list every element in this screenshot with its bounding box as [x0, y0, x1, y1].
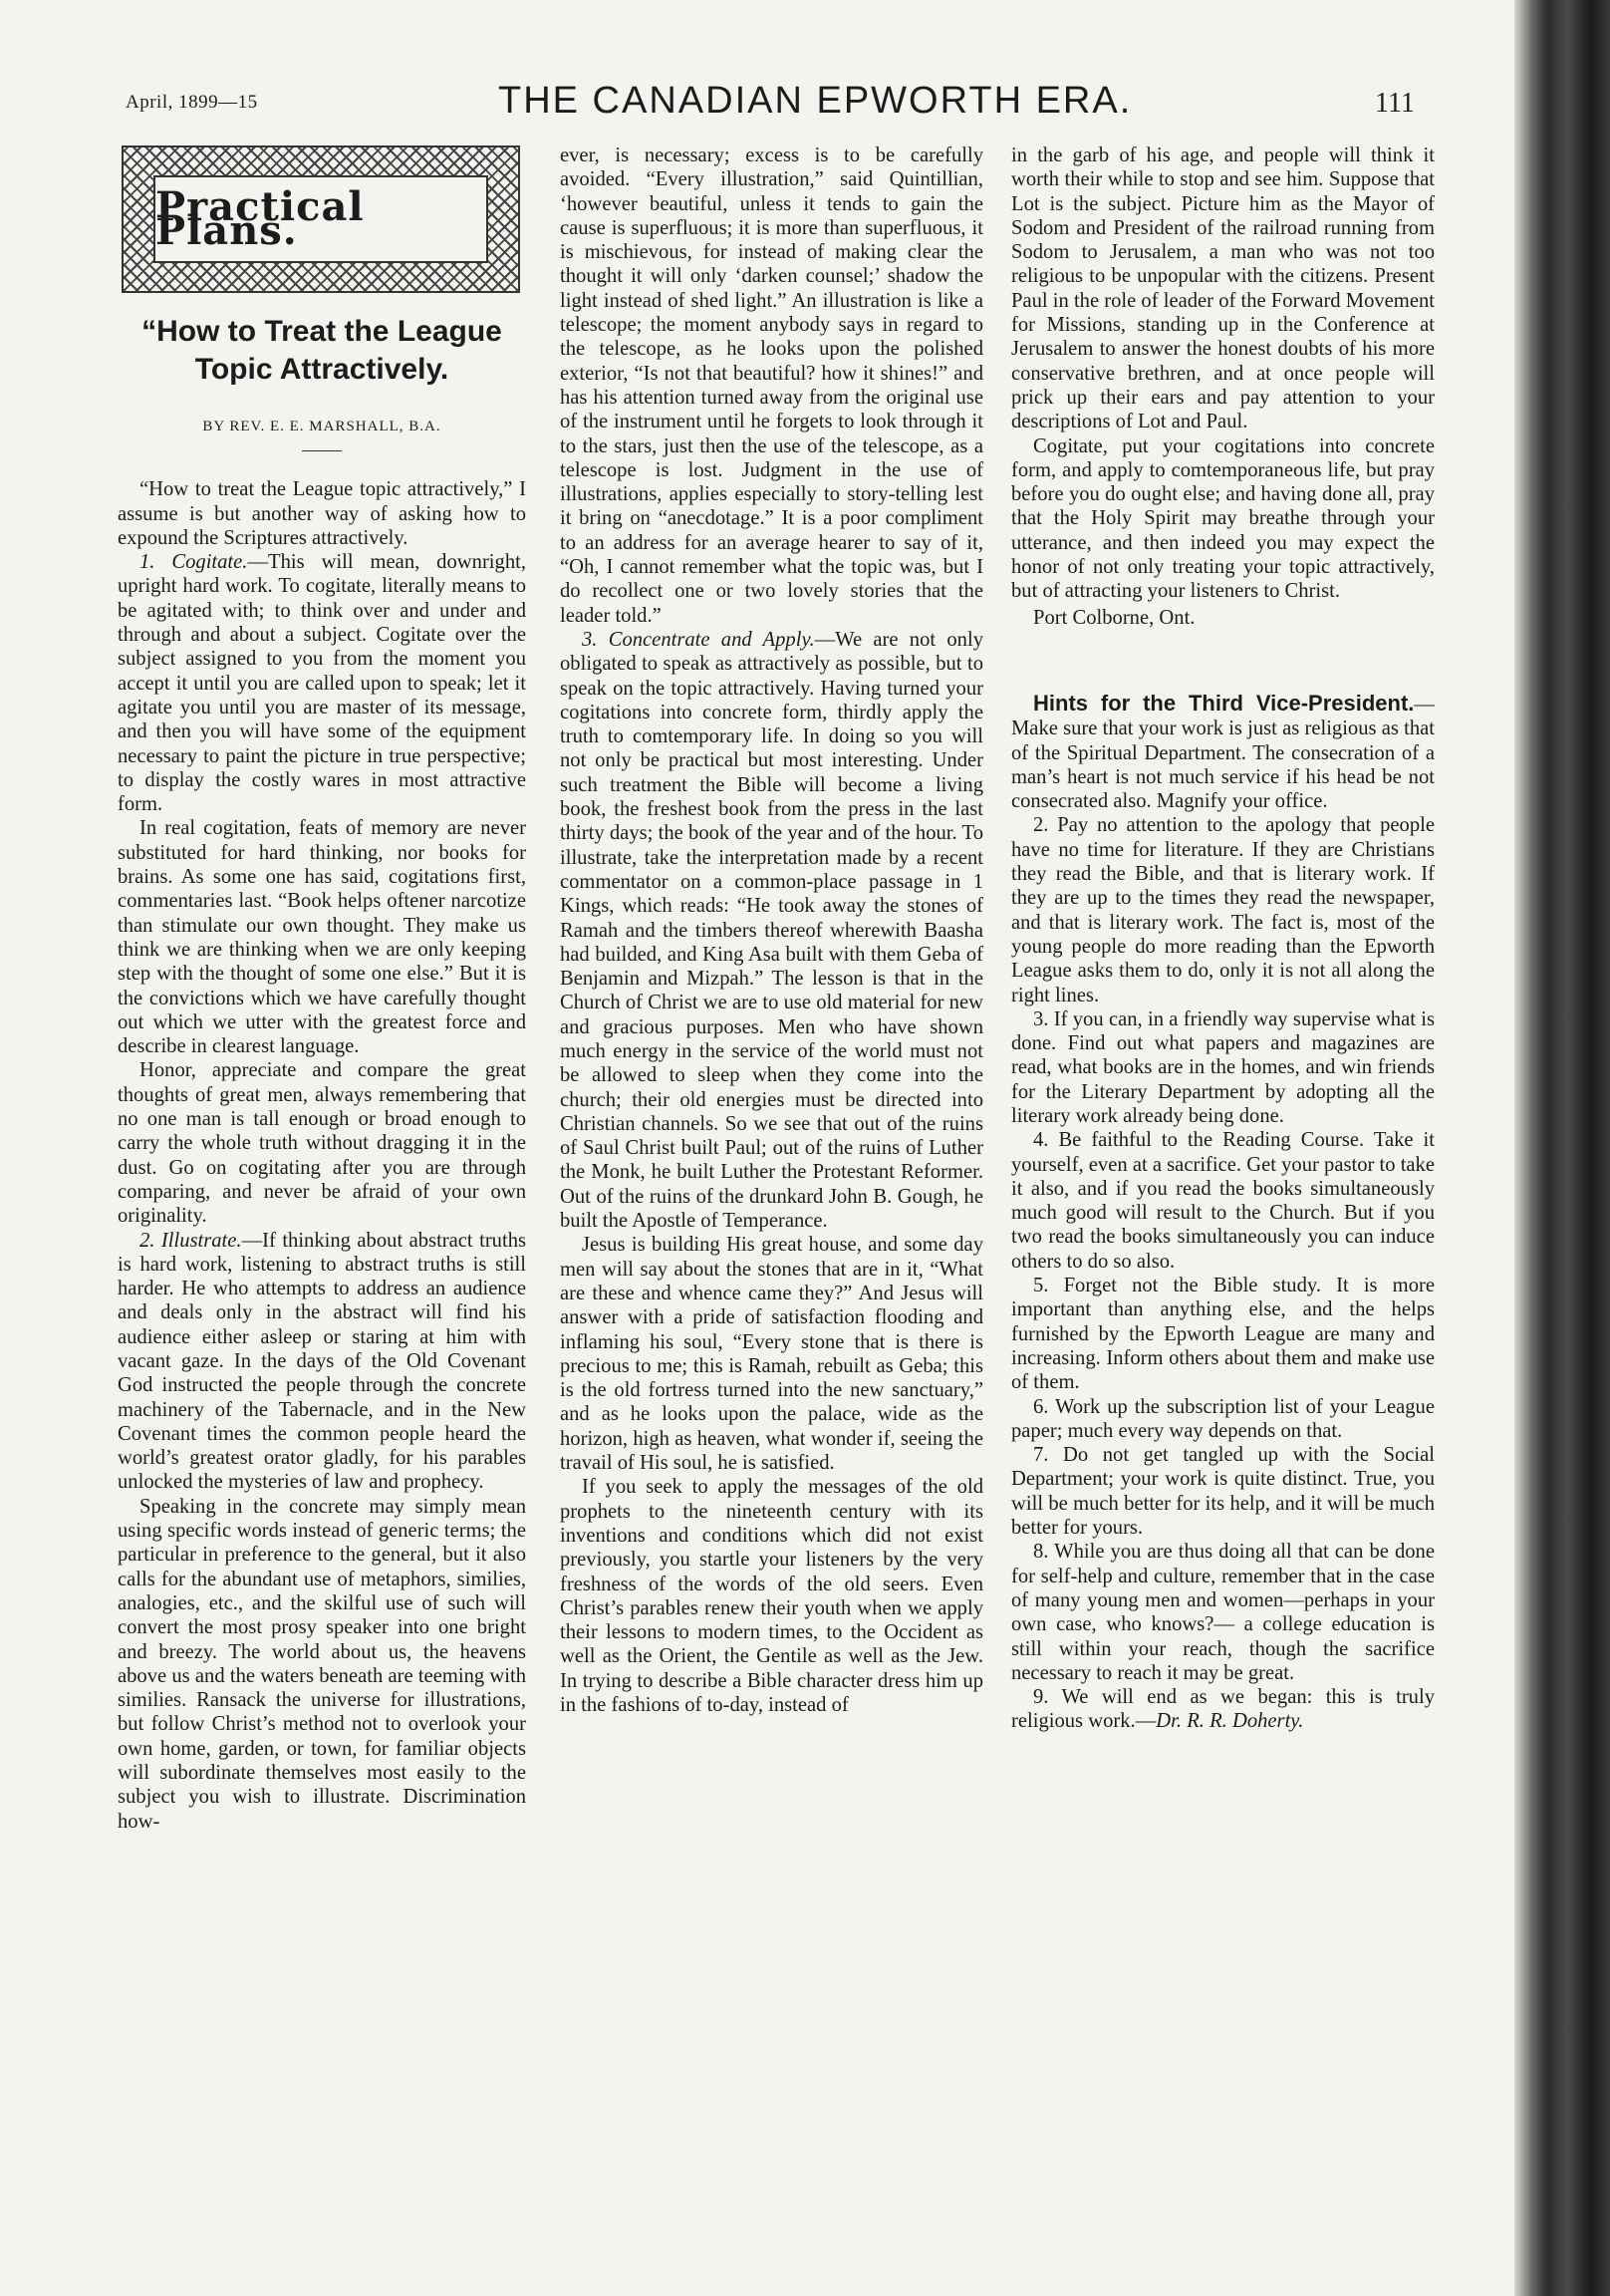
paragraph: Jesus is building His great house, and some day men will say about the stones that are in it, “What are these and whence came they?” And Jesus will answer with a pride of satisfaction flooding and inflaming his soul, “Every stone that is there is precious to me; this is Ramah, rebuilt as Geba; this is the old fortress turned into the new sanctuary,” and as he looks upon the palace, wide as the horizon, high as heaven, what wonder if, seeing the travail of His soul, he is satisfied.: [560, 1234, 983, 1475]
paragraph: “How to treat the League topic attractively,” I assume is but another way of asking how to expound the Scriptures attractively.: [118, 478, 526, 549]
paragraph: in the garb of his age, and people will think it worth their while to stop and see him. Suppose that Lot is the subject. Picture him as the Mayor of Sodom and President of the railroad running from Sodom to Jerusalem, a man who was not too religious to be unpopular with the citizens. Present Paul in the role of leader of the Forward Movement for Missions, standing up in the Conference at Jerusalem to answer the honest doubts of his more conservative brethren, and at once people will prick up their ears and pay attention to your descriptions of Lot and Paul.: [1011, 144, 1435, 433]
paragraph: Honor, appreciate and compare the great thoughts of great men, always remembering that no one man is tall enough or broad enough to carry the whole truth without dragging it in the dust. Go on cogitating after you are through comparing, and never be afraid of your own originality.: [118, 1059, 526, 1228]
page-number: 111: [1375, 88, 1415, 119]
paragraph: In real cogitation, feats of memory are never substituted for hard thinking, nor books for brains. As some one has said, cogitations first, commentaries last. “Book helps oftener narcotize than stimulate our own thought. They make us think we are thinking when we are only keeping step with the thought of some one else.” But it is the convictions which we have carefully thought out which we utter with the greatest force and describe in clearest language.: [118, 817, 526, 1058]
paragraph: 7. Do not get tangled up with the Social Department; your work is quite distinct. True, you will be much better for its help, and it will be much better for yours.: [1011, 1444, 1435, 1540]
paragraph: 5. Forget not the Bible study. It is more important than anything else, and the helps furnished by the Epworth League are many and increasing. Inform others about them and make use of them.: [1011, 1275, 1435, 1394]
book-spine-edge: [1514, 0, 1610, 2296]
paragraph: 9. We will end as we began: this is truly religious work.—Dr. R. R. Doherty.: [1011, 1686, 1435, 1733]
journal-title: THE CANADIAN EPWORTH ERA.: [498, 80, 1133, 122]
point-label: 3. Concentrate and Apply.: [582, 628, 815, 651]
paragraph: 8. While you are thus doing all that can be done for self-help and culture, remember that in the case of many young men and women—perhaps in your own case, who knows?— a college education is still within your reach, though the sacrifice necessary to reach it may be great.: [1011, 1541, 1435, 1684]
point-label: 1. Cogitate.: [139, 551, 248, 574]
hints-author: Dr. R. R. Doherty.: [1156, 1710, 1304, 1733]
banner-title: Practical Plans.: [153, 175, 488, 263]
paragraph: 2. Illustrate.—If thinking about abstract truths is hard work, listening to abstract truths is still harder. He who attempts to address an audience and deals only in the abstract will find his audience either asleep or staring at him with vacant gaze. In the days of the Old Covenant God instructed the people through the concrete machinery of the Tabernacle, and in the New Covenant times the common people heard the world’s greatest orator gladly, for his parables unlocked the mysteries of law and prophecy.: [118, 1229, 527, 1494]
paragraph: Speaking in the concrete may simply mean using specific words instead of generic terms; the particular in preference to the general, but it also calls for the abundant use of metaphors, similies, analogies, etc., and the skilful use of such will convert the most prosy speaker into one bright and breezy. The world about us, the heavens above us and the waters beneath are teeming with similies. Ransack the universe for illustrations, but follow Christ’s method not to overlook your own home, garden, or town, for familiar objects will subordinate themselves most easily to the subject you wish to illustrate. Discrimination how-: [118, 1495, 526, 1833]
paragraph: 3. Concentrate and Apply.—We are not only obligated to speak as attractively as possible, but to speak on the topic attractively. Having turned your cogitations into concrete form, thirdly apply the truth to comtemporary life. In doing so you will not only be practical but most interesting. Under such treatment the Bible will become a living book, the freshest book from the press in the last thirty days; the book of the year and of the hour. To illustrate, take the interpretation made by a recent commentator on a common-place passage in 1 Kings, which reads: “He took away the stones of Ramah and the timbers thereof wherewith Baasha had builded, and King Asa built with them Geba of Benjamin and Mizpah.” The lesson is that in the Church of Christ we are to use old material for new and gracious purposes. Men who have shown much energy in the service of the world must not be allowed to sleep when they come into the church; their old energies must be directed into Christian channels. So we see that out of the ruins of Saul Christ built Paul; out of the ruins of Luther the Monk, he built Luther the Protestant Reformer. Out of the ruins of the drunkard John B. Gough, he built the Apostle of Temperance.: [560, 628, 983, 1233]
article-title: “How to Treat the League Topic Attractively.: [141, 315, 502, 386]
point-label: 2. Illustrate.: [139, 1229, 242, 1252]
column-1: [118, 145, 526, 1834]
paragraph: Cogitate, put your cogitations into concrete form, and apply to comtemporaneous life, but pray before you do ought else; and having done all, pray that the Holy Spirit may breathe through your utterance, and then indeed you may expect the honor of not only treating your topic attractively, but of attracting your listeners to Christ.: [1011, 434, 1435, 603]
article-byline: BY REV. E. E. MARSHALL, B.A.: [202, 419, 441, 434]
paragraph: 1. Cogitate.—This will mean, downright, upright hard work. To cogitate, literally means to be agitated with; to think over and under and through and about a subject. Cogitate over the subject assigned to you from the moment you accept it until you are called upon to speak; let it agitate you until you are master of its message, and then you will have some of the equipment necessary to paint the picture in true perspective; to display the costly wares in most attractive form.: [118, 551, 526, 816]
paragraph: Hints for the Third Vice-President.—Make sure that your work is just as religious as that of the Spiritual Department. The consecration of a man’s heart is not much service if his head be not consecrated also. Magnify your office.: [1011, 690, 1435, 813]
column-2: [560, 144, 983, 1717]
article-signature: Port Colborne, Ont.: [1033, 606, 1196, 629]
hints-title: Hints for the Third Vice-President.: [1033, 690, 1415, 716]
section-banner: [122, 145, 520, 293]
paragraph: 6. Work up the subscription list of your League paper; much every way depends on that.: [1011, 1395, 1435, 1442]
issue-date-page: April, 1899—15: [126, 92, 258, 113]
paragraph: ever, is necessary; excess is to be carefully avoided. “Every illustration,” said Quintillian, ‘however beautiful, unless it tends to gain the cause is superfluous; it is more than superfluous, it is mischievous, for instead of making clear the thought it will only ‘darken counsel;’ shadow the light instead of shed light.” An illustration is like a telescope; the moment anybody says in regard to the telescope, as he looks upon the polished exterior, “Is not that beautiful? how it shines!” and has his attention turned away from the original use of the instrument until he forgets to look through it to the stars, just then the use of the telescope, as a telescope is lost. Judgment in the use of illustrations, applies especially to story-telling lest it bring on “anecdotage.” It is a poor compliment to an address for an average hearer to say of it, “Oh, I cannot remember what the topic was, but I do recollect one or two lovely stories that the leader told.”: [560, 144, 983, 627]
paragraph: 2. Pay no attention to the apology that people have no time for literature. If they are Christians they read the Bible, and that is literary work. If they are up to the times they read the newspaper, and that is literary work. The fact is, most of the young people do more reading than the Epworth League asks them to do, only it is not all along the right lines.: [1011, 814, 1435, 1006]
paragraph: 3. If you can, in a friendly way supervise what is done. Find out what papers and magazines are read, what books are in the homes, and win friends for the Literary Department by adopting all the literary work already being done.: [1011, 1007, 1435, 1127]
paragraph: If you seek to apply the messages of the old prophets to the nineteenth century with its inventions and conditions which did not exist previously, you startle your listeners by the very freshness of the words of the old seers. Even Christ’s parables renew their youth when we apply their lessons to modern times, to the Occident as well as the Orient, the Gentile as well as the Jew. In trying to describe a Bible character dress him up in the fashions of to-day, instead of: [560, 1476, 983, 1716]
column-3: [1011, 144, 1435, 1734]
paragraph: 4. Be faithful to the Reading Course. Take it yourself, even at a sacrifice. Get your pastor to take it also, and if you read the books simultaneously much good will result to the Church. But if you two read the books simultaneously you can induce others to do so also.: [1011, 1129, 1435, 1273]
divider: [302, 450, 342, 451]
